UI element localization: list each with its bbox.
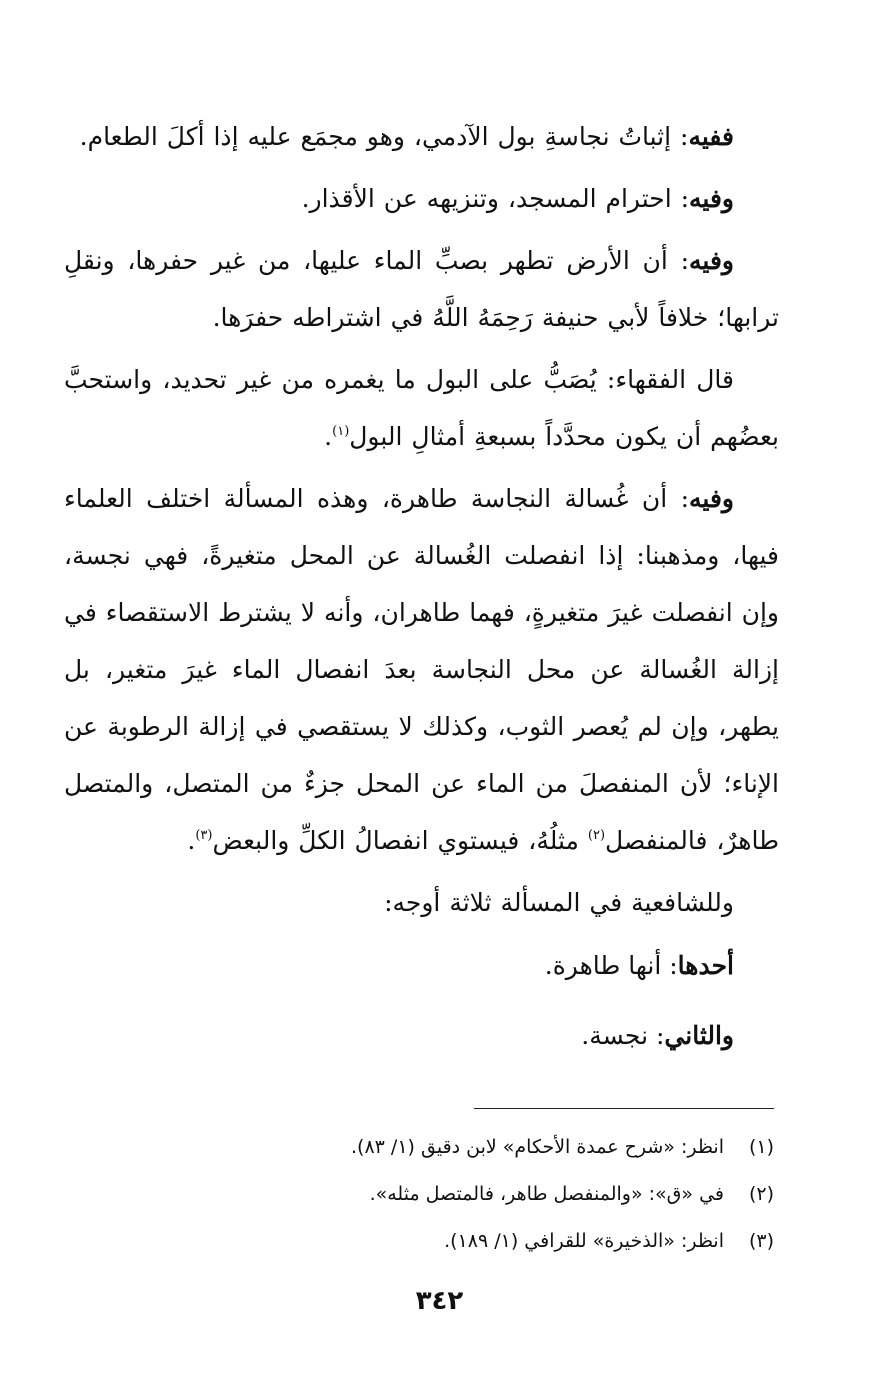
footnote-divider: [474, 1108, 774, 1109]
footnote-ref-3[interactable]: (٣): [195, 828, 213, 843]
paragraph-text: : احترام المسجد، وتنزيهه عن الأقذار.: [301, 184, 690, 213]
opinion-text: : نجسة.: [581, 1021, 665, 1050]
footnote-number: (١): [748, 1136, 774, 1158]
opinion-second: [64, 1001, 779, 1071]
paragraph-shafii-views: [64, 874, 779, 931]
footnote-3: [154, 1218, 774, 1265]
paragraph-text: قال الفقهاء: يُصَبُّ على البول ما يغمره من غير تحديد، واستحبَّ بعضُهم أن يكون محدَّداً بسبعةِ أمثالِ البول: [64, 365, 779, 451]
paragraph-washing-water: [64, 470, 779, 869]
footnote-number: (٣): [748, 1230, 774, 1252]
footnotes: [154, 1124, 774, 1265]
paragraph-end: .: [324, 422, 333, 451]
paragraph-urine-impurity: [64, 108, 779, 165]
paragraph-text: : أن الأرض تطهر بصبِّ الماء عليها، من غير حفرها، ونقلِ ترابها؛ خلافاً لأبي حنيفة رَحِمَهُ اللَّهُ في اشتراطه حفرَها.: [64, 246, 779, 332]
paragraph-lead: وفيه: [689, 184, 734, 213]
paragraph-mosque-respect: [64, 170, 779, 227]
footnote-ref-2[interactable]: (٢): [587, 828, 606, 843]
opinion-first: [64, 931, 779, 1001]
footnote-number: (٢): [748, 1183, 774, 1205]
footnote-1: [154, 1124, 774, 1171]
paragraph-lead: وفيه: [689, 246, 734, 275]
paragraph-lead: ففيه: [688, 122, 734, 151]
paragraph-ground-purification: [64, 232, 779, 346]
footnote-text: انظر: «شرح عمدة الأحكام» لابن دقيق (١/ ٨٣).: [350, 1136, 724, 1158]
paragraph-text: : أن غُسالة النجاسة طاهرة، وهذه المسألة اختلف العلماء فيها، ومذهبنا: إذا انفصلت الغُسالة عن المحل متغيرةً، فهي نجسة، وإن انفصلت غيرَ متغيرةٍ، فهما طاهران، وأنه لا يشترط الاستقصاء في إزالة الغُسالة عن محل النجاسة بعدَ انفصال الماء غيرَ متغير، بل يطهر، وإن لم يُعصر الثوب، وكذلك لا يستقصي في إزالة الرطوبة عن الإناء؛ لأن المنفصلَ من الماء عن المحل جزءٌ من المتصل، والمتصل طاهرٌ، فالمنفصل: [64, 484, 779, 855]
paragraph-lead: وفيه: [689, 484, 734, 513]
paragraph-end: .: [187, 826, 196, 855]
footnote-ref-1[interactable]: (١): [332, 424, 350, 439]
opinion-lead: والثاني: [664, 1021, 734, 1050]
footnote-text: انظر: «الذخيرة» للقرافي (١/ ١٨٩).: [444, 1230, 724, 1252]
paragraph-text: وللشافعية في المسألة ثلاثة أوجه:: [384, 888, 734, 917]
footnote-2: [154, 1171, 774, 1218]
footnote-text: في «ق»: «والمنفصل طاهر، فالمتصل مثله».: [369, 1183, 724, 1205]
paragraph-text: : إثباتُ نجاسةِ بول الآدمي، وهو مجمَع عليه إذا أكلَ الطعام.: [79, 122, 689, 151]
paragraph-jurists-opinion: [64, 351, 779, 465]
opinion-lead: أحدها: [677, 951, 734, 980]
page-body: [64, 108, 779, 1071]
opinion-text: : أنها طاهرة.: [544, 951, 678, 980]
paragraph-text-continued: مثلُهُ، فيستوي انفصالُ الكلِّ والبعض: [212, 826, 588, 855]
page-number: ٣٤٢: [415, 1286, 464, 1316]
